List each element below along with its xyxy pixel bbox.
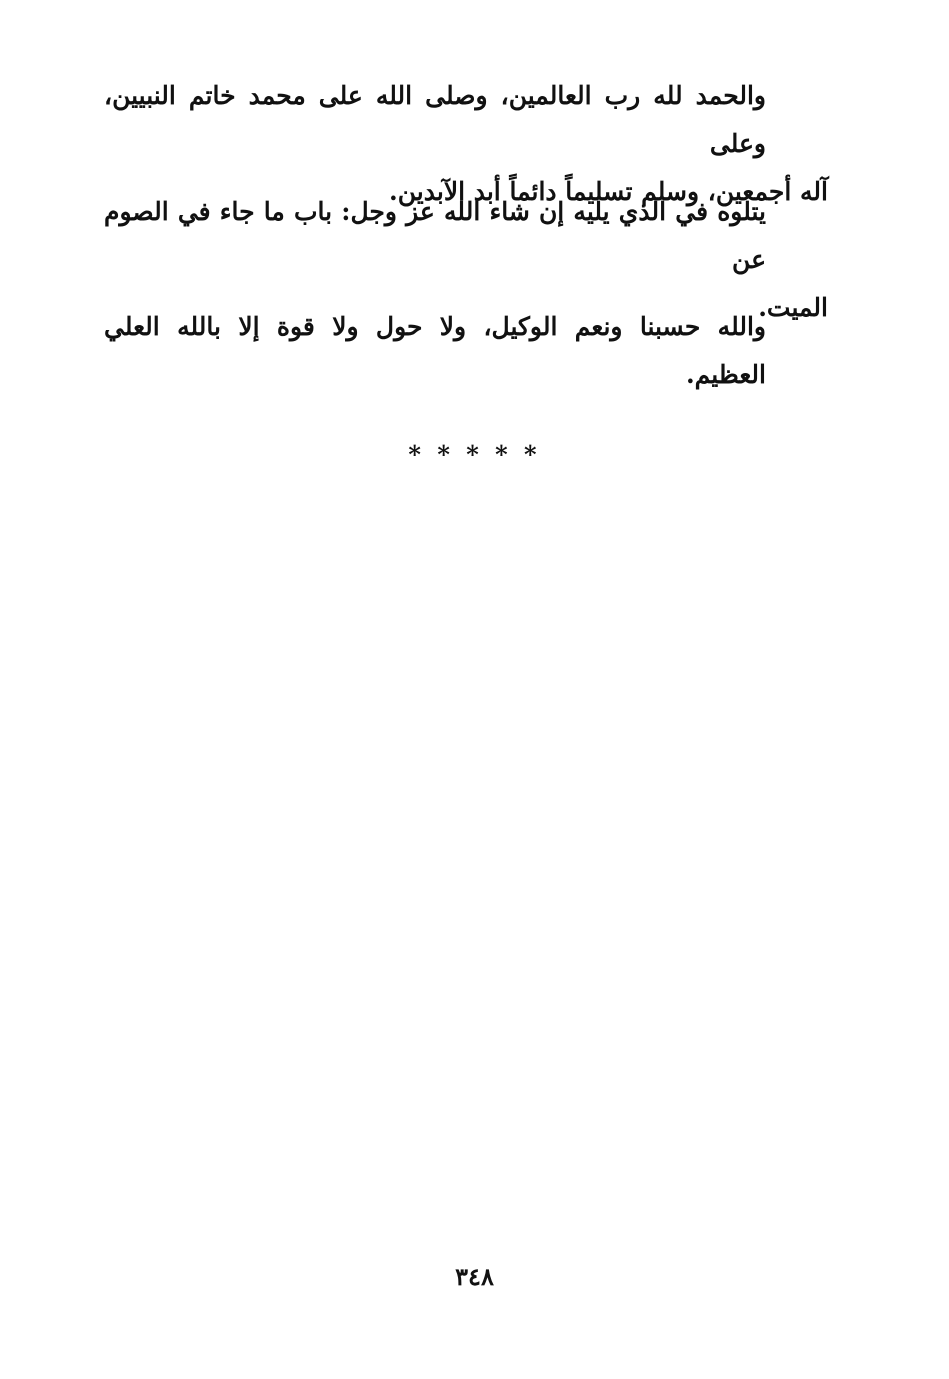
paragraph-line: يتلوه في الذي يليه إن شاء الله عز وجل: باب ما جاء في الصوم عن [104,197,766,274]
closing-invocation-paragraph [104,303,828,399]
paragraph-line: والحمد لله رب العالمين، وصلى الله على محمد خاتم النبيين، وعلى [104,81,766,158]
page-number: ٣٤٨ [455,1262,494,1291]
paragraph-line: والله حسبنا ونعم الوكيل، ولا حول ولا قوة إلا بالله العلي العظيم. [104,312,766,389]
paragraph-line: آله أجمعين، وسلم تسليماً دائماً أبد الآبدين. [389,177,828,206]
paragraph-line: الميت. [758,293,828,322]
section-separator: * * * * * [408,440,541,469]
